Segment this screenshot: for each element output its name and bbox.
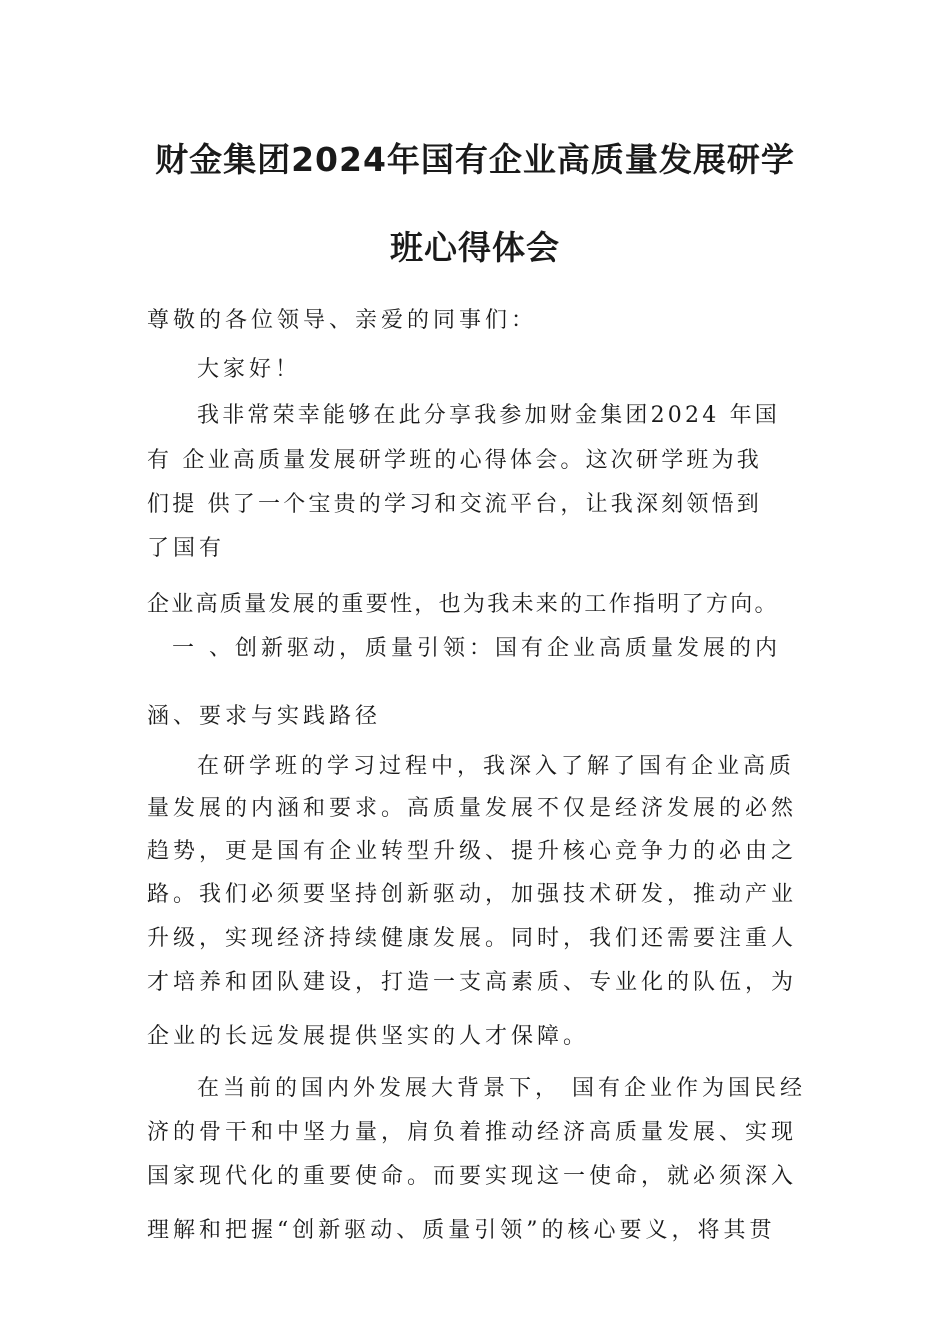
paragraph-line: 有 企业高质量发展研学班的心得体会。这次研学班为我 (147, 448, 762, 473)
paragraph-line: 路。我们必须要坚持创新驱动，加强技术研发，推动产业 (147, 882, 798, 907)
title-line-1: 财金集团2024年国有企业高质量发展研学 (155, 140, 795, 179)
paragraph-line: 升级，实现经济持续健康发展。同时，我们还需要注重人 (147, 926, 798, 951)
paragraph-line: 们提 供了一个宝贵的学习和交流平台，让我深刻领悟到 (147, 492, 762, 517)
paragraph-line: 了国有 (147, 536, 226, 561)
paragraph-line: 量发展的内涵和要求。高质量发展不仅是经济发展的必然 (147, 796, 798, 821)
paragraph-line: 企业的长远发展提供坚实的人才保障。 (147, 1024, 590, 1049)
paragraph-line: 国家现代化的重要使命。而要实现这一使命，就必须深入 (147, 1164, 798, 1189)
paragraph-line: 在当前的国内外发展大背景下， 国有企业作为国民经 (197, 1076, 806, 1101)
paragraph-line: 在研学班的学习过程中，我深入了解了国有企业高质 (197, 754, 796, 779)
paragraph-line: 企业高质量发展的重要性，也为我未来的工作指明了方向。 (147, 592, 779, 617)
paragraph-line: 我非常荣幸能够在此分享我参加财金集团2024 年国 (197, 403, 780, 428)
paragraph-line: 理解和把握“创新驱动、质量引领”的核心要义，将其贯 (147, 1218, 776, 1243)
title-line-2: 班心得体会 (390, 228, 560, 267)
section-heading-line: 涵、要求与实践路径 (147, 704, 382, 729)
greeting: 大家好！ (197, 357, 302, 382)
paragraph-line: 济的骨干和中坚力量，肩负着推动经济高质量发展、实现 (147, 1120, 798, 1145)
salutation: 尊敬的各位领导、亲爱的同事们： (147, 308, 538, 333)
paragraph-line: 趋势，更是国有企业转型升级、提升核心竞争力的必由之 (147, 839, 798, 864)
paragraph-line: 才培养和团队建设，打造一支高素质、专业化的队伍，为 (147, 970, 798, 995)
section-heading-line: 一 、创新驱动，质量引领：国有企业高质量发展的内 (172, 636, 781, 661)
